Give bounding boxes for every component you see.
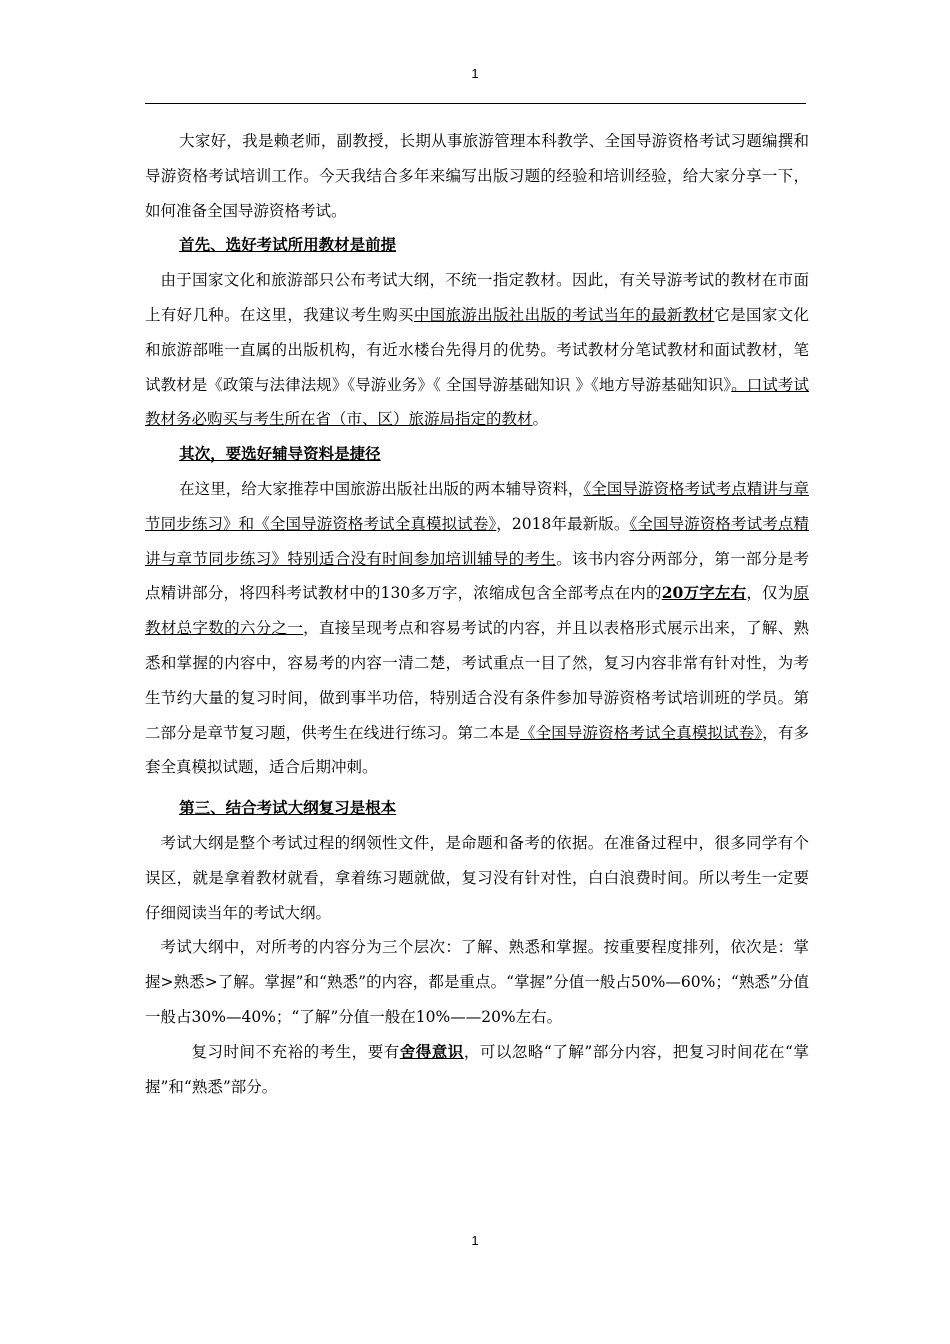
section3-paragraph-1: 考试大纲是整个考试过程的纲领性文件，是命题和备考的依据。在准备过程中，很多同学有个误区，就是拿着教材就看，拿着练习题就做，复习没有针对性，白白浪费时间。所以考生一定要仔细阅读当年的考试大纲。: [145, 833, 809, 922]
section2-paragraph: [145, 472, 809, 785]
text-run: ，仅为: [746, 584, 794, 603]
text-run: ，可以忽略“了解”部分内容，把复习时间花在“掌握”和“熟悉”部分。: [145, 1042, 809, 1096]
underlined-text: 中国旅游出版社出版的考试当年的最新教材: [413, 305, 715, 324]
text-run: 复习时间不充裕的考生，要有: [191, 1042, 400, 1061]
section3-heading: 第三、结合考试大纲复习是根本: [179, 798, 397, 818]
text-run: ，有多套全真模拟试题，适合后期冲刺。: [145, 723, 809, 777]
document-body: [145, 124, 809, 1104]
section2-heading: 其次，要选好辅导资料是捷径: [179, 444, 381, 464]
text-run: 。: [532, 410, 549, 429]
section1-heading: 首先、选好考试所用教材是前提: [179, 235, 397, 255]
underlined-bold-text: 20万字左右: [661, 583, 747, 603]
header-page-number: 1: [471, 66, 479, 81]
underlined-text: 原教材总字数的六分之一: [145, 584, 809, 638]
text-run: 。该书内容分两部分，第一部分是考点精讲部分，将四科考试教材中的130多万字，浓缩成包含全部考点在内的: [145, 549, 809, 603]
text-run: 由于国家文化和旅游部只公布考试大纲，不统一指定教材。因此，有关导游考试的教材在市面上有好几种。在这里，我建议考生购买: [145, 271, 809, 324]
footer-page-number: 1: [471, 1233, 479, 1248]
section3-paragraph-3: [145, 1035, 809, 1105]
underlined-text: 。口试考试教材务必购买与考生所在省（市、区）旅游局指定的教材: [145, 375, 809, 429]
text-run: ，2018年最新版。: [496, 514, 630, 533]
underlined-text: 《全国导游资格考试考点精讲与章节同步练习》特别适合没有时间参加培训辅导的考生: [145, 514, 809, 568]
intro-paragraph: 大家好，我是赖老师，副教授，长期从事旅游管理本科教学、全国导游资格考试习题编撰和导游资格考试培训工作。今天我结合多年来编写出版习题的经验和培训经验，给大家分享一下，如何准备全国导游资格考试。: [145, 132, 809, 220]
underlined-text: 《全国导游资格考试考点精讲与章节同步练习》和《全国导游资格考试全真模拟试卷》: [145, 479, 809, 533]
underlined-text: 《全国导游资格考试全真模拟试卷》: [519, 723, 763, 742]
section3-paragraph-2: 考试大纲中，对所考的内容分为三个层次：了解、熟悉和掌握。按重要程度排列，依次是：掌握>熟悉>了解。掌握”和“熟悉”的内容，都是重点。“掌握”分值一般占50%—60%；“熟悉”分值一般占30%—40%；“了解”分值一般在10%——20%左右。: [145, 938, 809, 1026]
section1-paragraph: [145, 263, 809, 437]
text-run: ，直接呈现考点和容易考试的内容，并且以表格形式展示出来，了解、熟悉和掌握的内容中，容易考的内容一清二楚，考试重点一目了然，复习内容非常有针对性，为考生节约大量的复习时间，做到事半功倍，特别适合没有条件参加导游资格考试培训班的学员。第二部分是章节复习题，供考生在线进行练习。第二本是: [145, 619, 809, 742]
text-run: 在这里，给大家推荐中国旅游出版社出版的两本辅导资料，: [179, 479, 584, 498]
header-rule: [145, 103, 806, 104]
text-run: 它是国家文化和旅游部唯一直属的出版机构，有近水楼台先得月的优势。考试教材分笔试教材和面试教材，笔试教材是《政策与法律法规》《导游业务》《 全国导游基础知识 》《地方导游基础知识》: [145, 305, 809, 394]
underlined-bold-text: 舍得意识: [399, 1041, 464, 1061]
